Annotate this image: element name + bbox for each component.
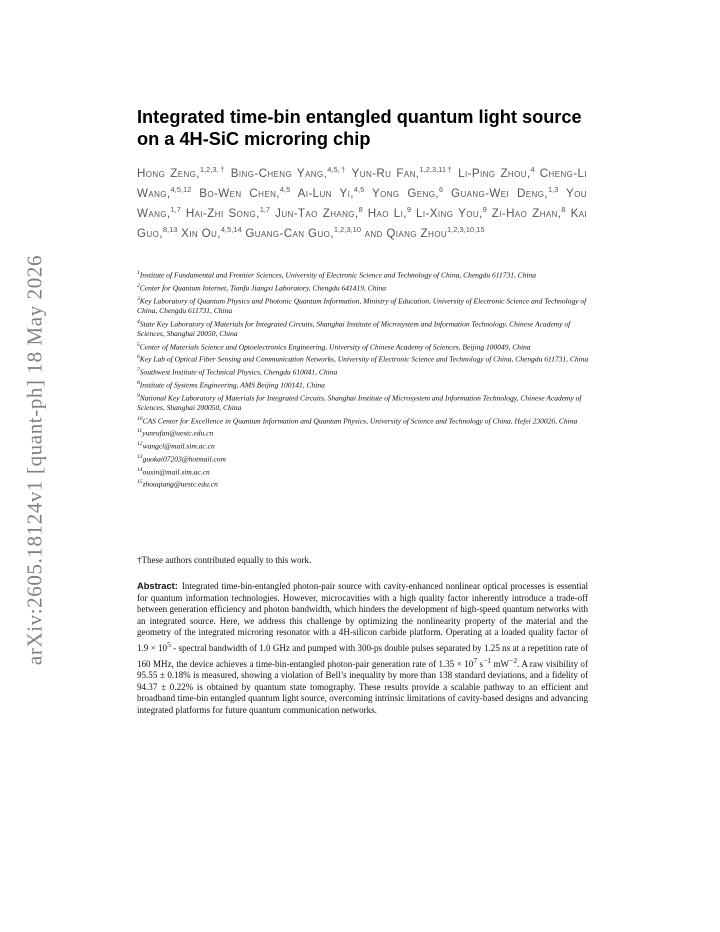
affiliation-number: 2 bbox=[137, 282, 140, 289]
author bbox=[275, 204, 363, 220]
author-name: Zi-Hao Zhan, bbox=[491, 206, 562, 220]
author-affiliation-marker: 1,2,3,11† bbox=[419, 165, 454, 174]
affiliation bbox=[137, 281, 589, 294]
affiliation bbox=[137, 378, 589, 391]
affiliation-number: 11 bbox=[137, 428, 143, 435]
author bbox=[367, 204, 412, 220]
author-affiliation-marker: 1,2,3,† bbox=[199, 165, 226, 174]
author bbox=[297, 184, 365, 200]
affiliation-list bbox=[137, 268, 589, 490]
affiliation-text: zhouqiang@uestc.edu.cn bbox=[142, 479, 218, 489]
affiliation-text: Institute of Systems Engineering, AMS Beijing 100141, China bbox=[139, 380, 325, 390]
contact-email bbox=[137, 452, 589, 465]
author-name: Li-Xing You, bbox=[416, 206, 483, 220]
affiliation bbox=[137, 352, 589, 365]
author bbox=[458, 167, 535, 180]
affiliation-text: State Key Laboratory of Materials for Integrated Circuits, Shanghai Institute of Microsystem and Information Technology, Chinese Academy of Sciences, Shanghai 20050, China bbox=[137, 319, 571, 339]
author-name: Xin Ou, bbox=[181, 226, 221, 240]
affiliation bbox=[137, 365, 589, 378]
affiliation-number: 9 bbox=[137, 392, 140, 399]
contact-email bbox=[137, 426, 589, 439]
author bbox=[137, 167, 226, 180]
affiliation-text: CAS Center for Excellence in Quantum Information and Quantum Physics, University of Science and Technology of China, Hefei 230026, China bbox=[142, 416, 578, 425]
author-name: You Wang, bbox=[137, 186, 587, 220]
author bbox=[451, 184, 559, 200]
contact-email bbox=[137, 439, 589, 452]
affiliation bbox=[137, 317, 589, 340]
affiliation-text: Southwest Institute of Technical Physics, Chengdu 610041, China bbox=[139, 367, 338, 377]
author-name: and Qiang Zhou bbox=[364, 226, 447, 240]
affiliation-number: 12 bbox=[137, 441, 143, 447]
author-name: Hai-Zhi Song, bbox=[185, 206, 260, 220]
contact-email bbox=[137, 465, 589, 478]
author-affiliation-marker: 4,5,12 bbox=[170, 184, 192, 194]
author-affiliation-marker: 4,5 bbox=[353, 184, 365, 194]
author-name: Yun-Ru Fan, bbox=[351, 166, 420, 180]
affiliation-number: 10 bbox=[137, 415, 143, 422]
affiliation bbox=[137, 340, 589, 353]
author-name: Bo-Wen Chen, bbox=[199, 186, 280, 200]
affiliation-text: Center of Materials Science and Optoelectronics Engineering, University of Chinese Academy of Sciences, Beijing 100049, China bbox=[139, 342, 531, 351]
abstract-label: Abstract: bbox=[137, 581, 178, 591]
affiliation-number: 1 bbox=[137, 270, 140, 276]
affiliation-number: 8 bbox=[137, 379, 140, 386]
affiliation-number: 5 bbox=[137, 341, 140, 348]
affiliation-number: 3 bbox=[137, 295, 140, 302]
affiliation-text: National Key Laboratory of Materials for Integrated Circuits, Shanghai Institute of Microsystem and Information Technology, Chinese Academy of Sciences, Shanghai 200050, China bbox=[137, 393, 582, 413]
author-name: Guang-Wei Deng, bbox=[451, 186, 548, 200]
author-affiliation-marker: 1,7 bbox=[259, 204, 271, 214]
author-name: Cheng-Li Wang, bbox=[137, 166, 587, 200]
author bbox=[371, 184, 444, 200]
contact-email bbox=[137, 477, 589, 490]
author bbox=[491, 204, 566, 220]
affiliation-text: Key Laboratory of Quantum Physics and Photonic Quantum Information, Ministry of Education, University of Electronic Science and Technology of China, Chengdu 611731, China bbox=[137, 296, 587, 316]
author-affiliation-marker: 4,5,14 bbox=[220, 224, 242, 234]
author-name: Kai Guo, bbox=[137, 206, 588, 240]
abstract-sup: 5 bbox=[167, 639, 171, 649]
author-affiliation-marker: 9 bbox=[482, 204, 487, 214]
author-affiliation-marker: 1,7 bbox=[170, 204, 181, 214]
affiliation-text: guokai07203@hotmail.com bbox=[142, 454, 226, 464]
affiliation-number: 15 bbox=[137, 479, 143, 486]
abstract-sup: 7 bbox=[473, 655, 478, 665]
abstract-text: mW bbox=[491, 658, 510, 669]
affiliation-text: wangcl@mail.sim.ac.cn bbox=[142, 441, 215, 451]
paper-title: Integrated time-bin entangled quantum light source on a 4H-SiC microring chip bbox=[137, 107, 582, 149]
author bbox=[231, 167, 347, 180]
affiliation-number: 4 bbox=[137, 318, 140, 325]
abstract-sup: −2 bbox=[509, 655, 518, 665]
author-name: Ai-Lun Yi, bbox=[297, 186, 354, 200]
author-affiliation-marker: 1,2,3,10,15 bbox=[447, 224, 485, 234]
affiliation-text: Key Lab of Optical Fiber Sensing and Communication Networks, University of Electronic Science and Technology of China, Chengdu 611731, China bbox=[139, 354, 589, 364]
abstract-sup: −1 bbox=[483, 655, 492, 665]
affiliation-number: 13 bbox=[137, 453, 143, 460]
affiliation-text: Institute of Fundamental and Frontier Sciences, University of Electronic Science and Technology of China, Chengdu 611731, China bbox=[139, 270, 537, 280]
abstract-text: . A raw visibility of 95.55 ± 0.18% is measured, showing a violation of Bell’s inequality by more than 138 standard deviations, and a fidelity of 94.37 ± 0.22% is obtained by quantum state tomography. These results provide a scalable pathway to an efficient and broadband time-bin entangled quantum light source, overcoming intrinsic limitations of cavity-based designs and advancing integrated platforms for future quantum communication networks. bbox=[137, 658, 588, 715]
abstract-text: s bbox=[477, 658, 484, 669]
author bbox=[181, 224, 242, 240]
equal-contribution-note: †These authors contributed equally to this work. bbox=[137, 555, 312, 565]
affiliation-text: Center for Quantum Internet, Tianfu Jiangxi Laboratory, Chengdu 641419, China bbox=[139, 283, 387, 293]
affiliation bbox=[137, 414, 589, 427]
author-name: Guang-Can Guo, bbox=[245, 226, 334, 240]
author-name: Li-Ping Zhou, bbox=[458, 166, 531, 180]
author-affiliation-marker: 4,5,† bbox=[327, 165, 347, 174]
author bbox=[245, 224, 361, 240]
author-name: Jun-Tao Zhang, bbox=[275, 206, 359, 220]
author-name: Hao Li, bbox=[367, 206, 407, 220]
author-list bbox=[137, 162, 587, 242]
author bbox=[199, 184, 291, 200]
author-affiliation-marker: 8,13 bbox=[162, 224, 178, 234]
author-affiliation-marker: 9 bbox=[406, 204, 412, 214]
author bbox=[416, 204, 487, 220]
author-affiliation-marker: 4 bbox=[530, 165, 535, 174]
author-affiliation-marker: 1,2,3,10 bbox=[333, 224, 361, 234]
affiliation-text: yunrufan@uestc.edu.cn bbox=[142, 428, 214, 438]
affiliation-number: 14 bbox=[137, 466, 143, 473]
affiliation-text: ouxin@mail.sim.ac.cn bbox=[142, 467, 210, 476]
author-name: Hong Zeng, bbox=[137, 166, 200, 180]
author-affiliation-marker: 8 bbox=[561, 204, 566, 214]
abstract-text: Integrated time-bin-entangled photon-pair source with cavity-enhanced nonlinear optical processes is essential for quantum information technologies. However, microcavities with a high quality factor inherently introduce a trade-off between generation efficiency and photon bandwidth, which hinders the development of high-speed quantum networks with an integrated source. Here, we address this challenge by optimizing the nonlinearity property of the material and the geometry of the integrated microring resonator with a 4H-silicon carbide platform. Operating at a loaded quality factor of 1.9 × 10 bbox=[137, 581, 588, 653]
arxiv-id: arXiv:2605.18124v1 [quant-ph] 18 May 2026 bbox=[22, 254, 47, 666]
author bbox=[364, 224, 485, 240]
affiliation bbox=[137, 391, 589, 414]
author-name: Yong Geng, bbox=[371, 186, 439, 200]
affiliation bbox=[137, 268, 589, 281]
abstract-text: - spectral bandwidth of 1.0 GHz and pumped with 300-ps double pulses separated by 1.25 ns at a repetition rate of 160 MHz, the device achieves a time-bin-entangled photon-pair generation rate of 1.35 × 10 bbox=[137, 642, 589, 669]
arxiv-watermark bbox=[19, 240, 51, 680]
author-name: Bing-Cheng Yang, bbox=[230, 166, 328, 180]
author-affiliation-marker: 8 bbox=[358, 204, 363, 214]
affiliation-number: 6 bbox=[137, 354, 140, 361]
author-affiliation-marker: 1,3 bbox=[547, 184, 559, 194]
abstract bbox=[137, 581, 588, 717]
author-affiliation-marker: 6 bbox=[438, 184, 444, 194]
affiliation-number: 7 bbox=[137, 367, 140, 373]
author bbox=[185, 204, 271, 220]
affiliation bbox=[137, 294, 589, 317]
author-affiliation-marker: 4,5 bbox=[279, 184, 291, 194]
author bbox=[352, 167, 453, 180]
